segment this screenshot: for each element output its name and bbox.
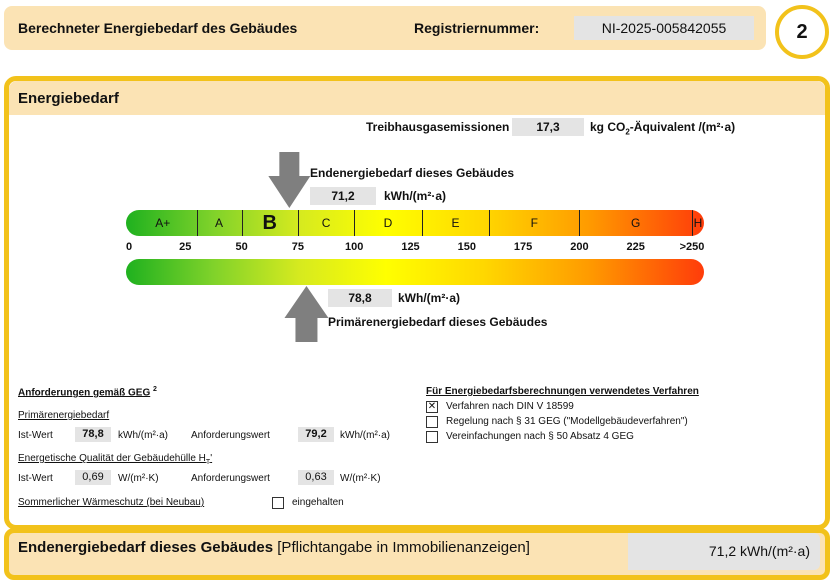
- primary-energy-value: 78,8: [328, 289, 392, 307]
- scale-tick-label: 75: [291, 241, 305, 253]
- scale-tick-label: 25: [179, 241, 192, 253]
- bottom-arrow-icon: [284, 286, 328, 342]
- primary-req-value: 79,2: [298, 427, 334, 442]
- procedure-checkbox-3[interactable]: [426, 431, 438, 443]
- energy-class-a: A: [197, 210, 243, 236]
- scale-tick-label: 0: [125, 241, 133, 253]
- primary-req-label: Anforderungswert: [191, 430, 270, 441]
- energy-class-c: C: [298, 210, 355, 236]
- ghg-value: 17,3: [512, 118, 584, 136]
- procedure-title: Für Energiebedarfsberechnungen verwendetes Verfahren: [426, 386, 699, 397]
- registration-label: Registriernummer:: [414, 20, 540, 36]
- final-energy-value: 71,2: [310, 187, 376, 205]
- summer-protection-label: Sommerlicher Wärmeschutz (bei Neubau): [18, 497, 205, 508]
- procedure-option-2: Regelung nach § 31 GEG ("Modellgebäudeverfahren"): [446, 416, 688, 427]
- summer-protection-checkbox[interactable]: [272, 497, 284, 509]
- envelope-req-label: Anforderungswert: [191, 473, 270, 484]
- final-energy-unit: kWh/(m²·a): [384, 189, 446, 203]
- energy-class-scale: [126, 210, 704, 236]
- envelope-req-value: 0,63: [298, 470, 334, 485]
- envelope-ist-unit: W/(m²·K): [118, 473, 159, 484]
- scale-tick-label: 150: [457, 241, 476, 253]
- procedure-checkbox-1[interactable]: ✕: [427, 401, 437, 412]
- primary-heading: Primärenergiebedarf: [18, 410, 110, 421]
- envelope-ist-value: 0,69: [75, 470, 111, 485]
- summer-protection-check-label: eingehalten: [292, 497, 344, 508]
- primary-energy-label: Primärenergiebedarf dieses Gebäudes: [328, 315, 548, 329]
- energy-class-h: H: [693, 216, 703, 230]
- footer-value: 71,2 kWh/(m²·a): [628, 533, 820, 570]
- ghg-unit: kg $CO_2$-Äquivalent /(m²·a): [590, 120, 736, 137]
- energy-class-b: B: [242, 210, 299, 236]
- registration-number: NI-2025-005842055: [574, 16, 754, 40]
- header-title: Berechneter Energiebedarf des Gebäudes: [18, 20, 298, 36]
- envelope-req-unit: W/(m²·K): [340, 473, 381, 484]
- envelope-heading: Energetische Qualität der Gebäudehülle $H_T'$: [18, 453, 213, 466]
- section-title: Energiebedarf: [18, 90, 119, 107]
- scale-tick-label: 50: [235, 241, 248, 253]
- envelope-ist-label: Ist-Wert: [18, 473, 53, 484]
- energy-class-g: G: [579, 210, 693, 236]
- procedure-option-3: Vereinfachungen nach § 50 Absatz 4 GEG: [446, 431, 634, 442]
- primary-energy-unit: kWh/(m²·a): [398, 291, 460, 305]
- primary-ist-label: Ist-Wert: [18, 430, 53, 441]
- scale-tick-label: 125: [401, 241, 420, 253]
- primary-req-unit: kWh/(m²·a): [340, 430, 390, 441]
- scale-tick-label: 200: [570, 241, 589, 253]
- top-arrow-icon: [268, 152, 310, 208]
- ghg-label: Treibhausgasemissionen: [366, 120, 510, 134]
- energy-class-aplus: A+: [129, 210, 198, 236]
- page-number-badge: 2: [775, 5, 829, 59]
- primary-ist-value: 78,8: [75, 427, 111, 442]
- scale-tick-label: 225: [626, 241, 645, 253]
- procedure-option-1: Verfahren nach DIN V 18599: [446, 401, 574, 412]
- primary-ist-unit: kWh/(m²·a): [118, 430, 168, 441]
- energy-class-e: E: [422, 210, 491, 236]
- scale-tick-label: >250: [679, 241, 705, 253]
- energy-gradient-bar: [126, 259, 704, 285]
- final-energy-label: Endenergiebedarf dieses Gebäudes: [310, 166, 515, 180]
- energy-class-d: D: [354, 210, 423, 236]
- scale-tick-label: 100: [345, 241, 364, 253]
- footer-label: Endenergiebedarf dieses Gebäudes [Pflichtangabe in Immobilienanzeigen]: [18, 539, 530, 556]
- energy-class-f: F: [489, 210, 580, 236]
- requirements-title: Anforderungen gemäß GEG $^2$: [18, 386, 157, 399]
- scale-tick-label: 175: [513, 241, 533, 253]
- procedure-checkbox-2[interactable]: [426, 416, 438, 428]
